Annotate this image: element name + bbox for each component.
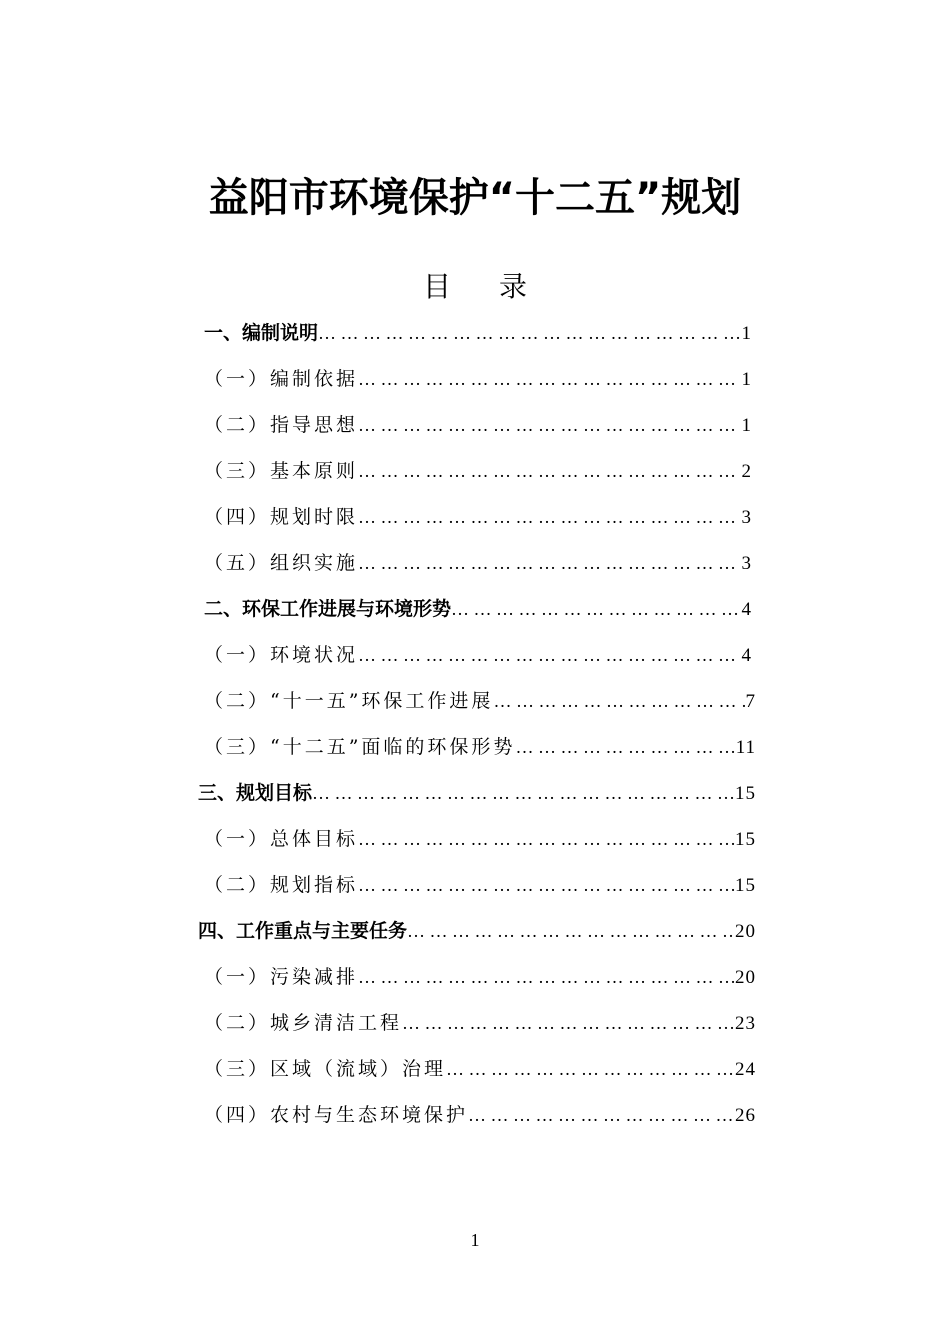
toc-entry-label: （三）“十二五”面临的环保形势 bbox=[204, 736, 516, 758]
toc-entry[interactable] bbox=[204, 548, 752, 578]
toc-entry[interactable] bbox=[204, 870, 756, 900]
toc-entry-label: （三）基本原则 bbox=[204, 460, 359, 482]
toc-entry-label: （三）区域（流域）治理 bbox=[204, 1058, 447, 1080]
toc-entry-label: 一、编制说明 bbox=[204, 322, 319, 344]
toc-dot-leader bbox=[358, 410, 741, 440]
toc-dot-leader bbox=[318, 318, 741, 348]
toc-entry-label: （一）环境状况 bbox=[204, 644, 359, 666]
toc-dot-leader bbox=[446, 1054, 735, 1084]
toc-entry-page: 23 bbox=[735, 1013, 756, 1034]
toc-entry-page: 15 bbox=[735, 829, 756, 850]
toc-dot-leader bbox=[451, 594, 741, 624]
toc-entry[interactable] bbox=[198, 916, 756, 946]
toc-dot-leader bbox=[358, 364, 741, 394]
toc-entry-page: 24 bbox=[735, 1059, 756, 1080]
toc-entry-page: 15 bbox=[735, 875, 756, 896]
toc-dot-leader bbox=[312, 778, 735, 808]
toc-dot-leader bbox=[402, 1008, 735, 1038]
toc-entry-label: （一）总体目标 bbox=[204, 828, 359, 850]
toc-entry-label: （二）城乡清洁工程 bbox=[204, 1012, 403, 1034]
toc-dot-leader bbox=[358, 456, 741, 486]
toc-entry-page: 3 bbox=[741, 507, 752, 528]
toc-entry-label: 二、环保工作进展与环境形势 bbox=[204, 598, 452, 620]
toc-dot-leader bbox=[358, 962, 735, 992]
toc-entry-page: 1 bbox=[741, 369, 752, 390]
toc-entry[interactable] bbox=[204, 410, 752, 440]
toc-entry-label: （四）规划时限 bbox=[204, 506, 359, 528]
toc-entry-page: 4 bbox=[741, 645, 752, 666]
toc-entry[interactable] bbox=[204, 364, 752, 394]
toc-entry-page: 26 bbox=[735, 1105, 756, 1126]
toc-entry[interactable] bbox=[204, 318, 752, 348]
toc-entry-label: 三、规划目标 bbox=[198, 782, 313, 804]
toc-dot-leader bbox=[515, 732, 735, 762]
toc-entry-label: （二）指导思想 bbox=[204, 414, 359, 436]
document-title: 益阳市环境保护“十二五”规划 bbox=[208, 175, 742, 221]
toc-dot-leader bbox=[493, 686, 745, 716]
toc-entry-page: 2 bbox=[741, 461, 752, 482]
toc-dot-leader bbox=[358, 502, 741, 532]
toc-entry-page: 7 bbox=[745, 691, 756, 712]
toc-entry-label: （二）规划指标 bbox=[204, 874, 359, 896]
toc-entry-page: 3 bbox=[741, 553, 752, 574]
toc-entry-page: 20 bbox=[735, 921, 756, 942]
page-number: 1 bbox=[470, 1230, 480, 1250]
toc-entry[interactable] bbox=[204, 1054, 756, 1084]
toc-entry-page: 15 bbox=[735, 783, 756, 804]
toc-entry[interactable] bbox=[204, 824, 756, 854]
toc-entry[interactable] bbox=[204, 686, 756, 716]
toc-entry[interactable] bbox=[204, 1100, 756, 1130]
toc-entry[interactable] bbox=[204, 962, 756, 992]
toc-entry-label: （四）农村与生态环境保护 bbox=[204, 1104, 469, 1126]
toc-entry[interactable] bbox=[204, 594, 752, 624]
toc-entry-label: 四、工作重点与主要任务 bbox=[198, 920, 408, 942]
toc-entry[interactable] bbox=[204, 1008, 756, 1038]
toc-entry-page: 11 bbox=[735, 737, 756, 758]
toc-entry-page: 1 bbox=[741, 323, 752, 344]
toc-dot-leader bbox=[468, 1100, 735, 1130]
toc-entry-page: 20 bbox=[735, 967, 756, 988]
toc-entry-label: （二）“十一五”环保工作进展 bbox=[204, 690, 494, 712]
toc-dot-leader bbox=[358, 824, 735, 854]
toc-entry-page: 4 bbox=[741, 599, 752, 620]
toc-entry[interactable] bbox=[198, 778, 756, 808]
toc-entry-page: 1 bbox=[741, 415, 752, 436]
toc-dot-leader bbox=[358, 870, 735, 900]
toc-entry[interactable] bbox=[204, 640, 752, 670]
toc-dot-leader bbox=[407, 916, 735, 946]
toc-entry[interactable] bbox=[204, 732, 756, 762]
toc-dot-leader bbox=[358, 548, 741, 578]
toc-heading: 目录 bbox=[422, 270, 575, 303]
toc-entry-label: （一）污染减排 bbox=[204, 966, 359, 988]
toc-entry[interactable] bbox=[204, 456, 752, 486]
toc-entry[interactable] bbox=[204, 502, 752, 532]
toc-dot-leader bbox=[358, 640, 741, 670]
toc-entry-label: （一）编制依据 bbox=[204, 368, 359, 390]
toc-entry-label: （五）组织实施 bbox=[204, 552, 359, 574]
